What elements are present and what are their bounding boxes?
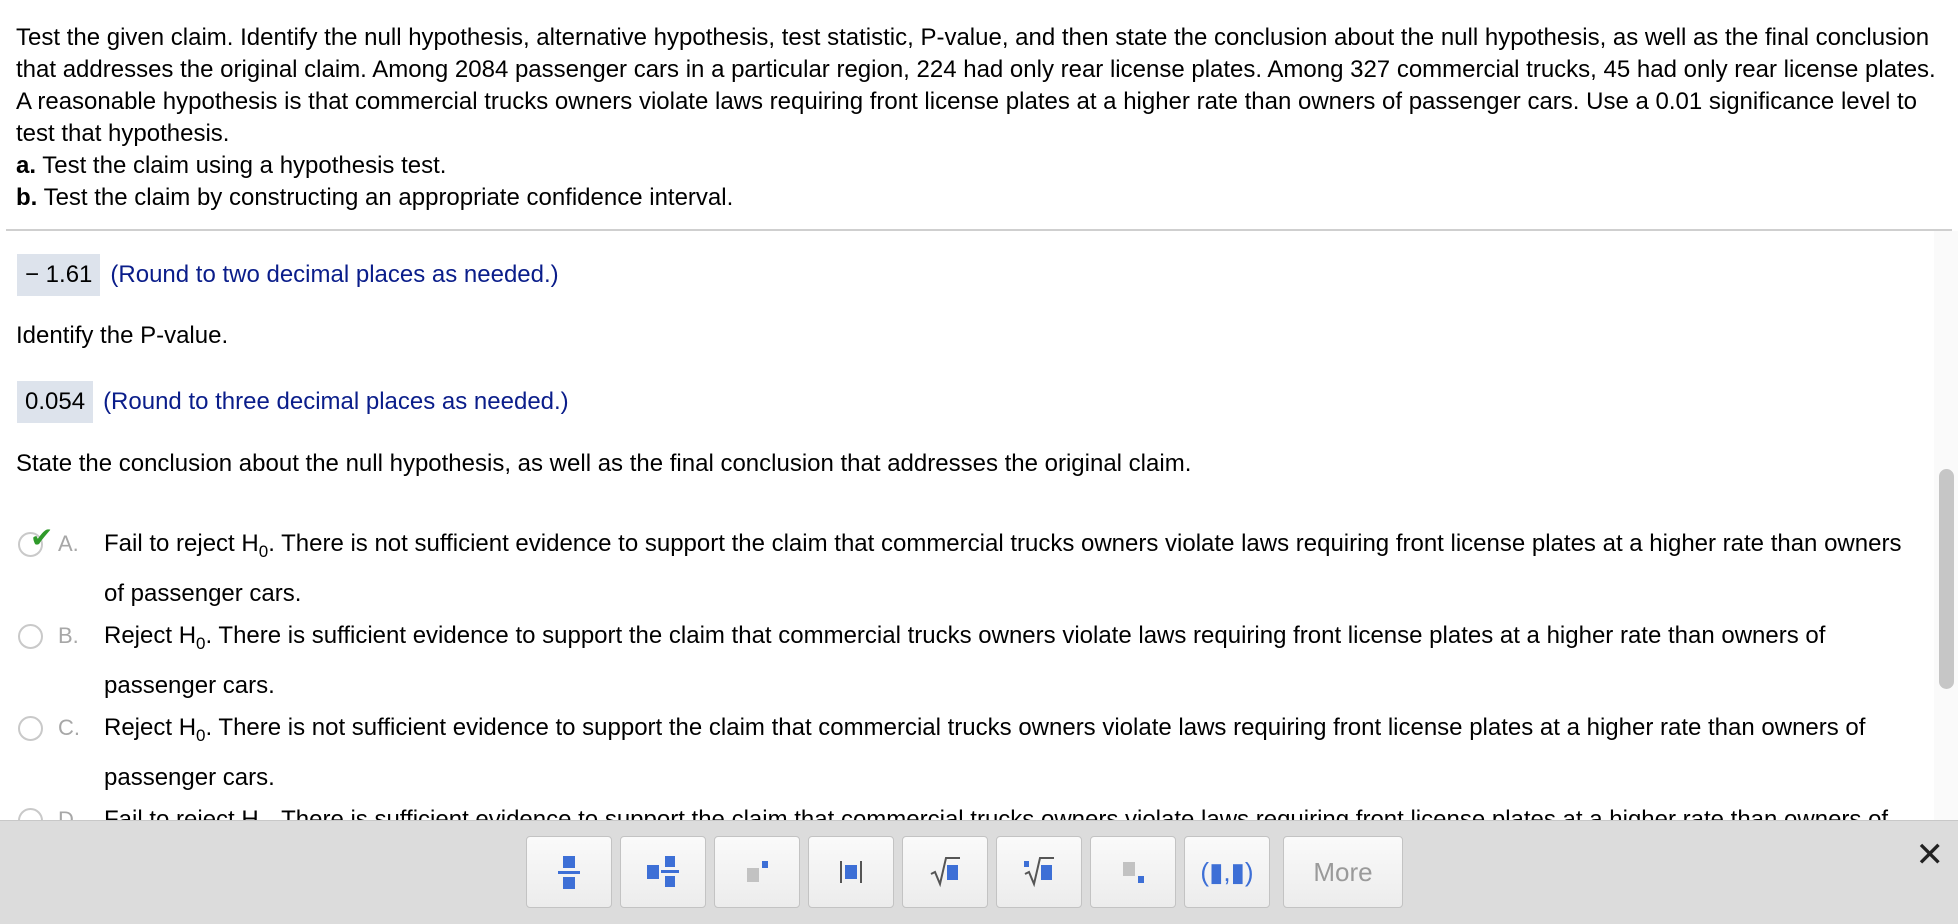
scrollbar-thumb[interactable] <box>1939 469 1954 689</box>
part-a-text: Test the claim using a hypothesis test. <box>42 152 447 179</box>
subscript-button[interactable] <box>1090 836 1176 908</box>
choice-a[interactable] <box>18 523 1918 607</box>
choice-c-letter: C. <box>58 715 80 740</box>
nth-root-icon <box>1022 852 1056 892</box>
answer-area[interactable] <box>0 231 1958 820</box>
exponent-icon <box>742 852 772 892</box>
choice-a-letter: A. <box>58 531 79 556</box>
ordered-pair-button[interactable] <box>1184 836 1270 908</box>
pvalue-row <box>17 381 569 423</box>
choice-c[interactable] <box>18 707 1918 791</box>
square-root-button[interactable] <box>902 836 988 908</box>
more-button[interactable] <box>1283 836 1403 908</box>
choice-b-text: Reject $H_0$. There is sufficient evidence to support the claim that commercial trucks owners violate laws requiring front license plates at a higher rate than owners of passenger cars. <box>104 622 1826 699</box>
choice-c-text: Reject $H_0$. There is not sufficient evidence to support the claim that commercial trucks owners violate laws requiring front license plates at a higher rate than owners of passenger cars. <box>104 714 1866 791</box>
fraction-button[interactable] <box>526 836 612 908</box>
math-toolbar <box>0 820 1958 924</box>
radio-c[interactable] <box>18 716 43 741</box>
question-text <box>16 22 1946 214</box>
mixed-number-button[interactable] <box>620 836 706 908</box>
question-body: Test the given claim. Identify the null hypothesis, alternative hypothesis, test statistic, P-value, and then state the conclusion about the null hypothesis, as well as the final conclusion that addresses the original claim. Among 2084 passenger cars in a particular region, 224 had only rear license plates. Among 327 commercial trucks, 45 had only rear license plates. A reasonable hypothesis is that commercial trucks owners violate laws requiring front license plates at a higher rate than owners of passenger cars. Use a 0.01 significance level to test that hypothesis. <box>16 24 1936 147</box>
pvalue-hint: (Round to three decimal places as needed.) <box>103 388 569 415</box>
square-root-icon <box>928 852 962 892</box>
choice-b-letter: B. <box>58 623 79 648</box>
exponent-button[interactable] <box>714 836 800 908</box>
radio-b[interactable] <box>18 624 43 649</box>
test-statistic-row <box>17 254 559 296</box>
test-statistic-answer[interactable]: − 1.61 <box>17 254 100 296</box>
more-label: More <box>1313 856 1373 887</box>
absolute-value-button[interactable] <box>808 836 894 908</box>
choice-a-text: Fail to reject $H_0$. There is not sufficient evidence to support the claim that commercial trucks owners violate laws requiring front license plates at a higher rate than owners of passenger cars. <box>104 530 1902 607</box>
close-icon[interactable]: ✕ <box>1915 836 1944 874</box>
part-b-text: Test the claim by constructing an appropriate confidence interval. <box>43 184 734 211</box>
nth-root-button[interactable] <box>996 836 1082 908</box>
part-a-label: a. <box>16 152 37 179</box>
absolute-value-icon <box>836 852 866 892</box>
choice-b[interactable] <box>18 615 1918 699</box>
fraction-icon <box>554 852 584 892</box>
checkmark-icon: ✔ <box>30 522 54 553</box>
scrollbar[interactable] <box>1934 231 1958 820</box>
pvalue-answer[interactable]: 0.054 <box>17 381 93 423</box>
pvalue-prompt: Identify the P-value. <box>16 322 229 349</box>
mixed-number-icon <box>645 852 681 892</box>
test-statistic-hint: (Round to two decimal places as needed.) <box>110 261 559 288</box>
subscript-icon <box>1118 852 1148 892</box>
conclusion-prompt: State the conclusion about the null hypothesis, as well as the final conclusion that addresses the original claim. <box>16 450 1192 477</box>
ordered-pair-icon: (▮,▮) <box>1200 856 1254 887</box>
part-b-label: b. <box>16 184 38 211</box>
